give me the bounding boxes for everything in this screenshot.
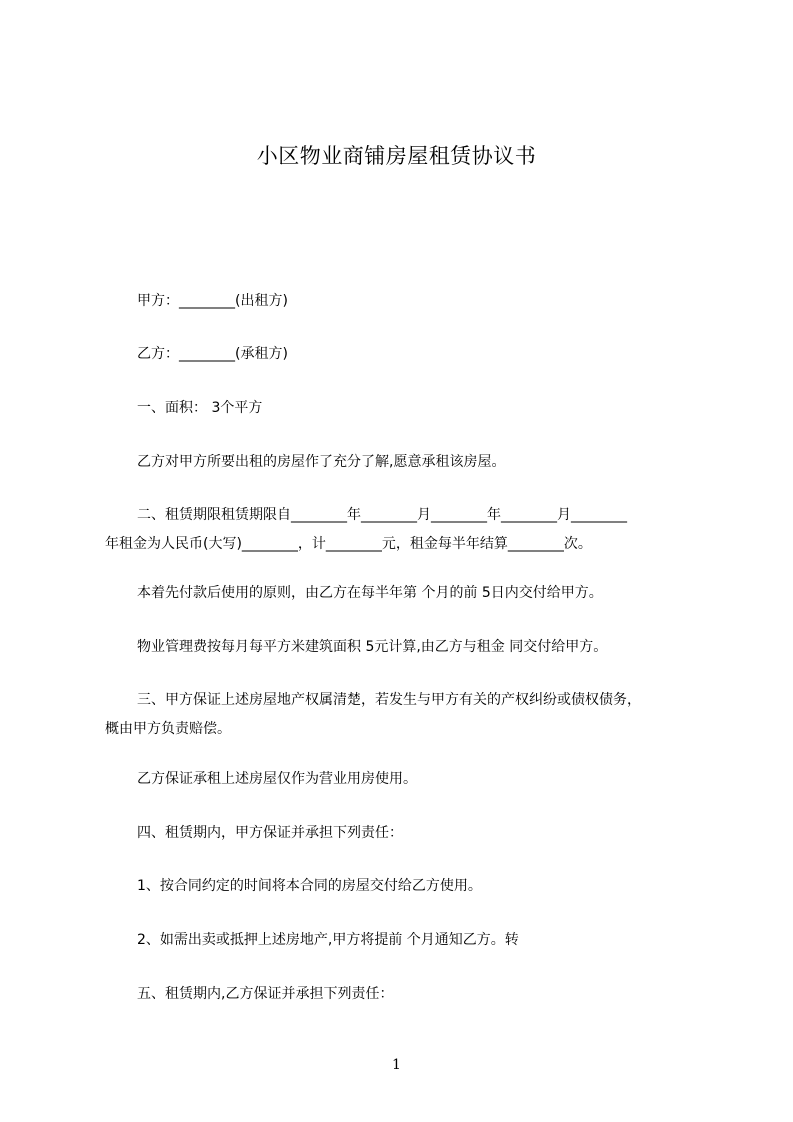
paragraph-item-1: 1、按合同约定的时间将本合同的房屋交付给乙方使用。	[137, 878, 482, 894]
paragraph-area: 一、面积： 3个平方	[137, 400, 263, 416]
paragraph-section-5: 五、租赁期内,乙方保证并承担下列责任：	[137, 986, 394, 1002]
paragraph-party-a: 甲方：________(出租方)	[137, 293, 288, 309]
paragraph-warranty	[105, 690, 705, 739]
paragraph-understanding: 乙方对甲方所要出租的房屋作了充分了解,愿意承租该房屋。	[137, 454, 506, 470]
paragraph-warranty-line2: 概由甲方负责赔偿。	[105, 721, 231, 737]
paragraph-management-fee: 物业管理费按每月每平方米建筑面积 5元计算,由乙方与租金 同交付给甲方。	[137, 639, 608, 655]
paragraph-term-line2: 年租金为人民币(大写)________，计________元，租金每半年结算________次。	[105, 536, 592, 552]
paragraph-item-2: 2、如需出卖或抵押上述房地产,甲方将提前 个月通知乙方。转	[137, 932, 519, 948]
paragraph-section-4: 四、租赁期内，甲方保证并承担下列责任：	[137, 825, 403, 841]
paragraph-usage: 乙方保证承租上述房屋仅作为营业用房使用。	[137, 771, 417, 787]
paragraph-warranty-line1: 三、甲方保证上述房屋地产权属清楚，若发生与甲方有关的产权纠纷或债权债务，	[137, 692, 641, 708]
paragraph-payment: 本着先付款后使用的原则，由乙方在每半年第 个月的前 5日内交付给甲方。	[137, 585, 603, 601]
document-title: 小区物业商铺房屋租赁协议书	[256, 144, 537, 168]
page-number: 1	[392, 1057, 401, 1073]
paragraph-term-line1: 二、租赁期限租赁期限自________年________月________年________月________	[137, 507, 627, 523]
paragraph-party-b: 乙方：________(承租方)	[137, 346, 288, 362]
paragraph-term	[105, 505, 705, 554]
